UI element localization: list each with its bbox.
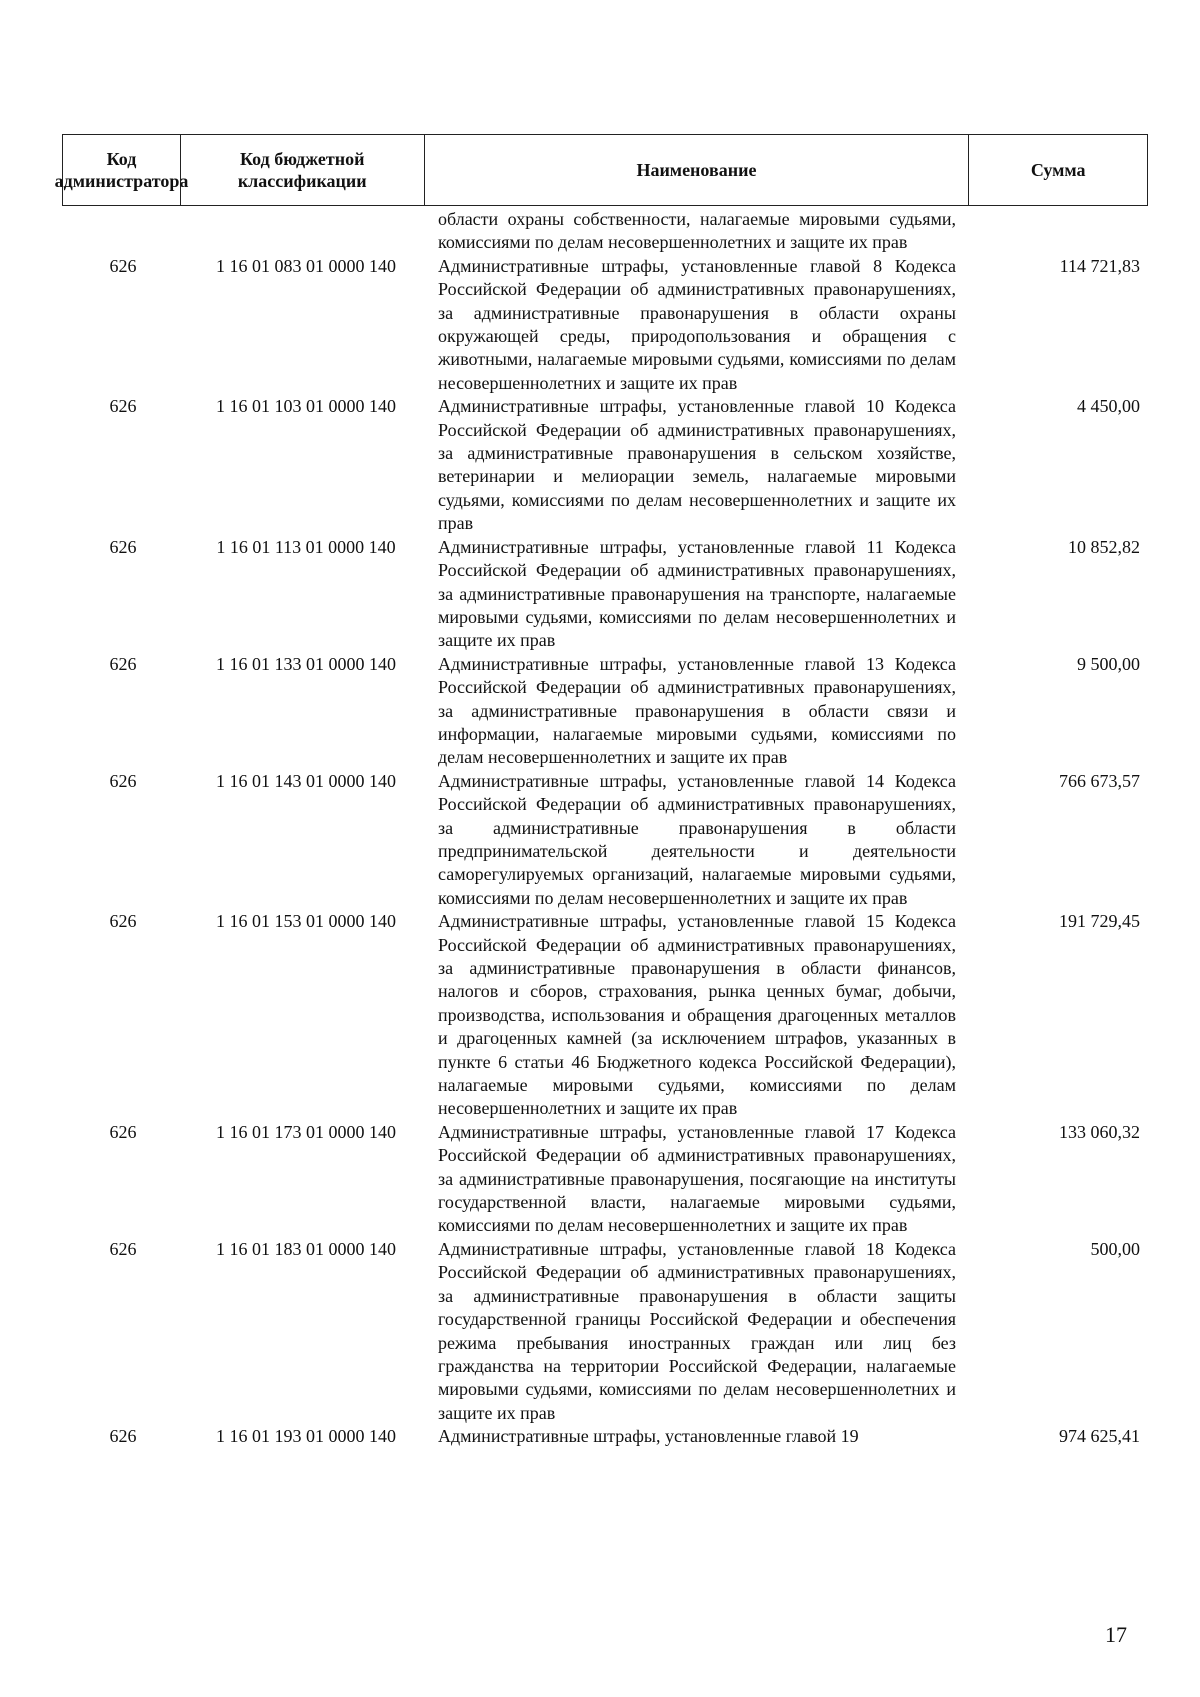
admin-code-cell: 626 [109,770,137,791]
table-row [62,208,1148,255]
name-cell: Административные штрафы, установленные главой 14 Кодекса Российской Федерации об административных правонарушениях, за административные правонарушения в области предпринимательской деятельности и деятельности саморегулируемых организаций, налагаемые мировыми судьями, комиссиями по делам несовершеннолетних и защите их прав [438,770,956,908]
name-cell: Административные штрафы, установленные главой 17 Кодекса Российской Федерации об административных правонарушениях, за административные правонарушения, посягающие на институты государственной власти, налагаемые мировыми судьями, комиссиями по делам несовершеннолетних и защите их прав [438,1121,956,1236]
table-row [62,770,1148,910]
sum-cell: 10 852,82 [1068,536,1140,557]
budget-code-cell: 1 16 01 183 01 0000 140 [216,1238,396,1259]
budget-code-cell: 1 16 01 103 01 0000 140 [216,396,396,417]
table-row [62,653,1148,770]
budget-code-cell: 1 16 01 143 01 0000 140 [216,770,396,791]
name-cell: Административные штрафы, установленные главой 10 Кодекса Российской Федерации об административных правонарушениях, за административные правонарушения в сельском хозяйстве, ветеринарии и мелиорации земель, налагаемые мировыми судьями, комиссиями по делам несовершеннолетних и защите их прав [438,396,956,534]
header-admin-code: Код администратора [63,135,181,205]
budget-code-cell: 1 16 01 113 01 0000 140 [216,536,396,557]
admin-code-cell [62,208,180,255]
name-cell: Административные штрафы, установленные главой 8 Кодекса Российской Федерации об административных правонарушениях, за административные правонарушения в области охраны окружающей среды, природопользования и обращения с животными, налагаемые мировыми судьями, комиссиями по делам несовершеннолетних и защите их прав [438,255,956,393]
table-row [62,1425,1148,1448]
name-cell: Административные штрафы, установленные главой 18 Кодекса Российской Федерации об административных правонарушениях, за административные правонарушения в области защиты государственной границы Российской Федерации и обеспечения режима пребывания иностранных граждан или лиц без гражданства на территории Российской Федерации, налагаемые мировыми судьями, комиссиями по делам несовершеннолетних и защите их прав [438,1238,956,1423]
sum-cell: 766 673,57 [1059,770,1140,791]
admin-code-cell: 626 [109,536,137,557]
sum-cell: 4 450,00 [1077,396,1140,417]
sum-cell: 114 721,83 [1059,255,1140,276]
name-cell: области охраны собственности, налагаемые мировыми судьями, комиссиями по делам несовершеннолетних и защите их прав [438,209,956,253]
admin-code-cell: 626 [109,653,137,674]
header-budget-code: Код бюджетной классификации [181,135,425,205]
sum-cell [960,208,1148,255]
budget-code-cell [180,208,424,255]
admin-code-cell: 626 [109,396,137,417]
budget-code-cell: 1 16 01 193 01 0000 140 [216,1426,396,1447]
name-cell: Административные штрафы, установленные главой 13 Кодекса Российской Федерации об административных правонарушениях, за административные правонарушения в области связи и информации, налагаемые мировыми судьями, комиссиями по делам несовершеннолетних и защите их прав [438,653,956,768]
table-row [62,255,1148,395]
budget-code-cell: 1 16 01 083 01 0000 140 [216,255,396,276]
name-cell: Административные штрафы, установленные главой 11 Кодекса Российской Федерации об административных правонарушениях, за административные правонарушения на транспорте, налагаемые мировыми судьями, комиссиями по делам несовершеннолетних и защите их прав [438,536,956,651]
sum-cell: 191 729,45 [1059,911,1140,932]
page-number: 17 [1105,1622,1127,1647]
admin-code-cell: 626 [109,1238,137,1259]
header-sum: Сумма [1030,160,1086,180]
table-header [54,134,1148,206]
name-cell: Административные штрафы, установленные главой 15 Кодекса Российской Федерации об административных правонарушениях, за административные правонарушения в области финансов, налогов и сборов, страхования, рынка ценных бумаг, добычи, производства, использования и обращения драгоценных металлов и драгоценных камней (за исключением штрафов, указанных в пункте 6 статьи 46 Бюджетного кодекса Российской Федерации), налагаемые мировыми судьями, комиссиями по делам несовершеннолетних и защите их прав [438,911,956,1119]
admin-code-cell: 626 [109,1426,137,1447]
table-row [62,395,1148,535]
budget-code-cell: 1 16 01 133 01 0000 140 [216,653,396,674]
sum-cell: 133 060,32 [1059,1121,1140,1142]
sum-cell: 9 500,00 [1077,653,1140,674]
admin-code-cell: 626 [109,1121,137,1142]
table-row [62,536,1148,653]
budget-code-cell: 1 16 01 173 01 0000 140 [216,1121,396,1142]
table-row [62,1121,1148,1238]
table-row [62,910,1148,1121]
sum-cell: 974 625,41 [1059,1426,1140,1447]
header-name: Наименование [425,135,970,205]
sum-cell: 500,00 [1090,1238,1140,1259]
admin-code-cell: 626 [109,911,137,932]
table-body [62,208,1148,1449]
admin-code-cell: 626 [109,255,137,276]
table-row [62,1238,1148,1425]
name-cell: Административные штрафы, установленные главой 19 [438,1426,859,1447]
budget-code-cell: 1 16 01 153 01 0000 140 [216,911,396,932]
